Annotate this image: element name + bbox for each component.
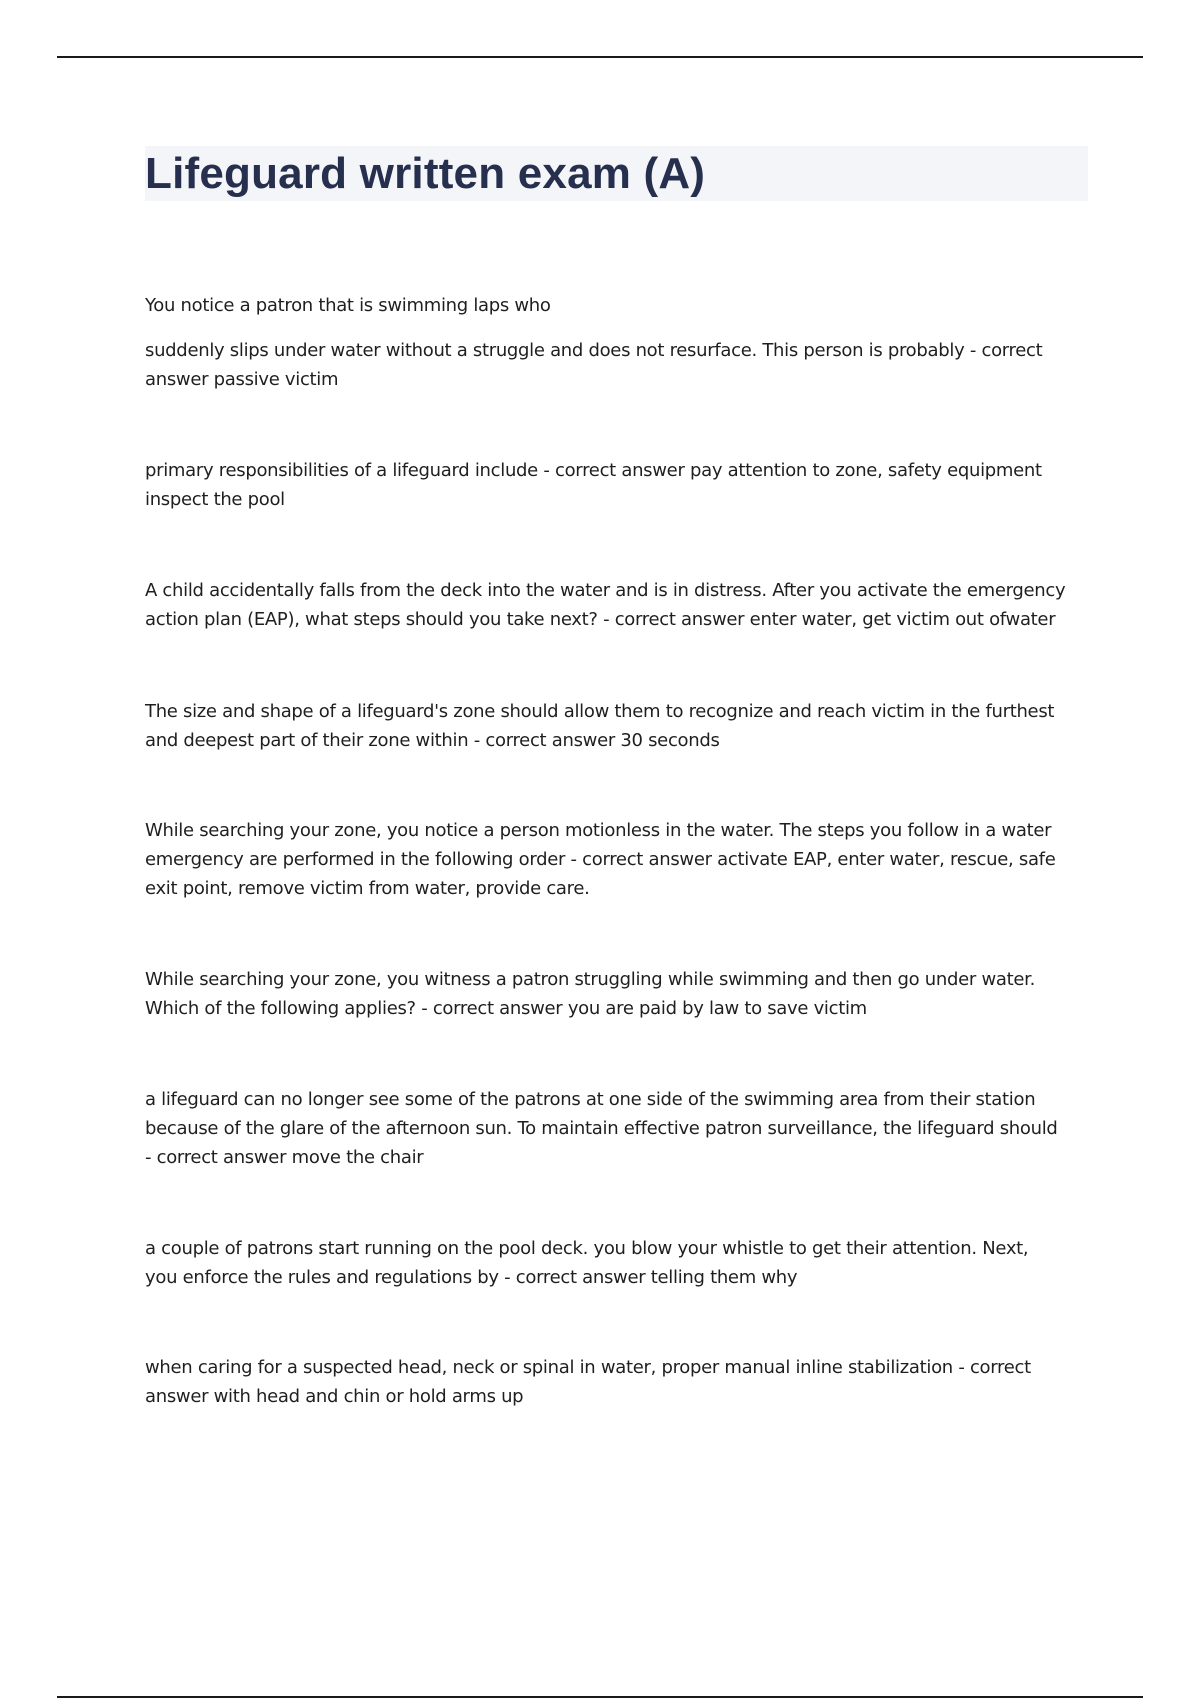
qa-line: when caring for a suspected head, neck or spinal in water, proper manual inline stabilization - correct [145,1357,1031,1378]
page-title: Lifeguard written exam (A) [145,149,706,198]
qa-line: answer passive victim [145,369,339,390]
qa-item [145,1085,1090,1172]
qa-line: Which of the following applies? - correct answer you are paid by law to save victim [145,998,867,1019]
qa-item [145,1234,1090,1292]
qa-line: primary responsibilities of a lifeguard include - correct answer pay attention to zone, safety equipment [145,460,1042,481]
qa-item [145,456,1090,514]
qa-line: While searching your zone, you notice a person motionless in the water. The steps you follow in a water [145,820,1052,841]
qa-line: you enforce the rules and regulations by - correct answer telling them why [145,1267,798,1288]
qa-line: emergency are performed in the following order - correct answer activate EAP, enter water, rescue, safe [145,849,1056,870]
qa-line: You notice a patron that is swimming laps who [145,295,551,316]
qa-item [145,1353,1090,1411]
qa-line: a couple of patrons start running on the pool deck. you blow your whistle to get their attention. Next, [145,1238,1029,1259]
qa-line: because of the glare of the afternoon sun. To maintain effective patron surveillance, the lifeguard should [145,1118,1058,1139]
qa-line: and deepest part of their zone within - correct answer 30 seconds [145,730,720,751]
qa-item [145,965,1090,1023]
qa-line: While searching your zone, you witness a patron struggling while swimming and then go under water. [145,969,1035,990]
qa-line: a lifeguard can no longer see some of the patrons at one side of the swimming area from their station [145,1089,1036,1110]
qa-line: A child accidentally falls from the deck into the water and is in distress. After you activate the emergency [145,580,1066,601]
bottom-rule [57,1696,1143,1698]
qa-item [145,291,1090,320]
qa-line: action plan (EAP), what steps should you take next? - correct answer enter water, get victim out ofwater [145,609,1056,630]
qa-line: inspect the pool [145,489,285,510]
qa-line: The size and shape of a lifeguard's zone should allow them to recognize and reach victim in the furthest [145,701,1055,722]
qa-item [145,816,1090,903]
qa-line: - correct answer move the chair [145,1147,424,1168]
qa-line: exit point, remove victim from water, provide care. [145,878,590,899]
top-rule [57,56,1143,58]
qa-line: answer with head and chin or hold arms up [145,1386,524,1407]
qa-item [145,697,1090,755]
qa-line: suddenly slips under water without a struggle and does not resurface. This person is probably - correct [145,340,1043,361]
qa-item [145,336,1090,394]
qa-item [145,576,1090,634]
